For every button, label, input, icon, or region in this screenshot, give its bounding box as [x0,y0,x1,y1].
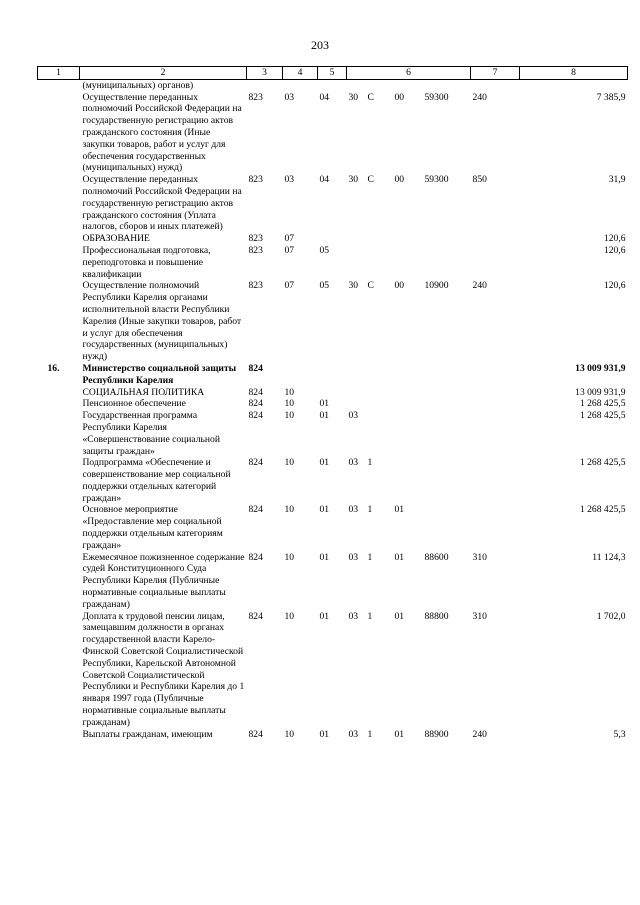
section-code: 03 [284,174,295,186]
target-article-part: 10900 [424,280,449,292]
header-cell: 2 [80,67,247,80]
subsection-code: 01 [319,610,330,622]
ministry-code: 824 [248,457,263,469]
subsection-code [318,387,347,399]
row-number [38,457,80,504]
amount: 13 009 931,9 [575,386,626,398]
subsection-code [318,363,347,387]
target-article-part [386,245,393,280]
target-article-part: 1 [367,728,373,740]
ministry-code: 823 [248,280,263,292]
target-article-part: 1 [367,551,373,563]
row-number [38,552,80,611]
table-row [38,729,628,741]
ministry-code: 824 [248,410,263,422]
ministry-code: 824 [248,610,263,622]
header-cell: 5 [318,67,347,80]
subsection-code [318,79,347,91]
expense-type-code: 240 [472,728,487,740]
row-number [38,729,80,741]
target-article-part [386,79,393,91]
amount: 5,3 [613,728,626,740]
row-name: Профессиональная подготовка, переподготовка и повышение квалификации [82,244,211,280]
table-row [38,280,628,363]
target-article-part [423,410,471,457]
amount: 1 268 425,5 [579,410,626,422]
subsection-code: 01 [319,551,330,563]
ministry-code [247,79,283,91]
target-article-part: 30 [348,174,359,186]
target-article-part: 1 [367,504,373,516]
row-name: Осуществление переданных полномочий Российской Федерации на государственную регистрацию актов гражданского состояния (Иные закупки товаров, работ и услуг для обеспечения государственных (муниципальных) нужд) [82,91,242,174]
row-number [38,92,80,175]
target-article-part: 01 [394,551,405,563]
row-name: Выплаты гражданам, имеющим [82,728,213,740]
target-article-part: 03 [348,410,359,422]
ministry-code: 824 [248,504,263,516]
amount: 1 268 425,5 [579,398,626,410]
row-name: Осуществление переданных полномочий Российской Федерации на государственную регистрацию актов гражданского состояния (Уплата налогов, сборов и иных платежей) [82,174,242,233]
row-name: СОЦИАЛЬНАЯ ПОЛИТИКА [82,386,205,398]
header-cell: 6 [347,67,471,80]
table-row [38,79,628,91]
expense-type-code [471,387,520,399]
ministry-code: 824 [248,386,263,398]
row-name: Осуществление полномочий Республики Карелия органами исполнительной власти Республики Карелия (Иные закупки товаров, работ и услуг для обеспечения государственных (муниципальных) нужд) [82,280,242,363]
header-cell: 1 [38,67,80,80]
ministry-code: 824 [248,551,263,563]
target-article-part [386,233,393,245]
expense-type-code: 850 [472,174,487,186]
subsection-code: 01 [319,410,330,422]
amount: 11 124,3 [592,551,626,563]
ministry-code: 824 [248,362,263,374]
target-article-part [423,457,471,504]
target-article-part [347,233,366,245]
target-article-part [386,280,393,363]
expense-type-code: 310 [472,610,487,622]
target-article-part [386,410,393,457]
target-article-part [423,245,471,280]
target-article-part: 1 [367,457,373,469]
target-article-part: 00 [394,91,405,103]
row-number: 16. [47,362,60,374]
amount: 1 268 425,5 [579,504,626,516]
target-article-part: 30 [348,280,359,292]
table-row [38,611,628,729]
row-number [38,280,80,363]
target-article-part [393,387,423,399]
table-row [38,457,628,504]
target-article-part: 88900 [424,728,449,740]
target-article-part: 03 [348,728,359,740]
section-code: 10 [284,728,295,740]
target-article-part [386,387,393,399]
target-article-part [386,504,393,551]
target-article-part [386,611,393,729]
ministry-code: 823 [248,233,263,245]
target-article-part [423,79,471,91]
section-code: 07 [284,233,295,245]
expense-type-code: 240 [472,280,487,292]
row-name: Подпрограмма «Обеспечение и совершенствование мер социальной поддержки отдельных категорий граждан» [82,457,231,504]
expense-type-code [471,79,520,91]
section-code: 03 [284,91,295,103]
target-article-part [423,387,471,399]
table-row [38,410,628,457]
target-article-part: 00 [394,280,405,292]
table-row [38,504,628,551]
target-article-part [386,729,393,741]
amount: 120,6 [603,244,626,256]
target-article-part [347,363,366,387]
expense-type-code: 240 [472,91,487,103]
target-article-part [366,245,386,280]
amount: 120,6 [603,280,626,292]
row-number [38,79,80,91]
ministry-code: 823 [248,244,263,256]
target-article-part: С [367,174,374,186]
section-code: 10 [284,386,295,398]
amount: 1 268 425,5 [579,457,626,469]
expense-type-code [471,233,520,245]
target-article-part: 00 [394,174,405,186]
target-article-part: 01 [394,728,405,740]
target-article-part [423,398,471,410]
subsection-code: 04 [319,174,330,186]
row-number [38,245,80,280]
section-code [283,363,318,387]
budget-table [37,66,628,740]
subsection-code [318,233,347,245]
target-article-part [366,387,386,399]
subsection-code: 01 [319,457,330,469]
expense-type-code [471,410,520,457]
target-article-part [366,79,386,91]
target-article-part: 30 [348,91,359,103]
row-name: Доплата к трудовой пенсии лицам, замещавшим должности в органах государственной власти Карело-Финской Советской Социалистической Республики, Карельской Автономной Советской Социалистической Республики и Республики Карелия до 1 января 1997 года (Публичные нормативные социальные выплаты гражданам) [82,610,245,728]
target-article-part: 03 [348,551,359,563]
target-article-part [366,233,386,245]
target-article-part [393,363,423,387]
target-article-part: 59300 [424,174,449,186]
amount: 1 702,0 [596,610,626,622]
target-article-part [347,245,366,280]
subsection-code: 01 [319,728,330,740]
header-cell: 7 [471,67,520,80]
section-code: 10 [284,504,295,516]
target-article-part [423,363,471,387]
target-article-part [386,174,393,233]
expense-type-code [471,398,520,410]
subsection-code: 01 [319,504,330,516]
table-row [38,174,628,233]
target-article-part: 01 [394,610,405,622]
row-number [38,174,80,233]
target-article-part [347,387,366,399]
target-article-part: 03 [348,457,359,469]
table-row [38,398,628,410]
table-row [38,245,628,280]
row-name: Основное мероприятие «Предоставление мер социальной поддержки отдельным категориям граждан» [82,504,223,551]
target-article-part: 01 [394,504,405,516]
target-article-part [393,457,423,504]
row-name: Государственная программа Республики Карелия «Совершенствование социальной защиты граждан» [82,410,220,457]
target-article-part [393,245,423,280]
row-name: ОБРАЗОВАНИЕ [82,233,150,245]
header-cell: 4 [283,67,318,80]
row-number [38,504,80,551]
section-code: 07 [284,280,295,292]
row-name: Министерство социальной защиты Республики Карелия [82,362,237,386]
target-article-part [347,398,366,410]
amount [520,79,628,91]
section-code [283,79,318,91]
expense-type-code [471,457,520,504]
subsection-code: 01 [319,398,330,410]
target-article-part [347,79,366,91]
section-code: 10 [284,610,295,622]
section-code: 10 [284,551,295,563]
table-row [38,552,628,611]
amount: 7 385,9 [596,91,626,103]
target-article-part: 88800 [424,610,449,622]
subsection-code: 05 [319,244,330,256]
amount: 31,9 [608,174,626,186]
target-article-part [386,363,393,387]
section-code: 10 [284,410,295,422]
section-code: 10 [284,457,295,469]
target-article-part: С [367,91,374,103]
row-name: Пенсионное обеспечение [82,398,186,410]
header-row [38,67,628,80]
row-name: (муниципальных) органов) [82,79,194,91]
target-article-part [386,92,393,175]
table-row [38,92,628,175]
target-article-part [393,410,423,457]
expense-type-code [471,504,520,551]
target-article-part: 88600 [424,551,449,563]
target-article-part: 59300 [424,91,449,103]
target-article-part [386,398,393,410]
subsection-code: 04 [319,91,330,103]
target-article-part [393,79,423,91]
target-article-part [423,233,471,245]
target-article-part [423,504,471,551]
header-cell: 3 [247,67,283,80]
target-article-part [393,233,423,245]
target-article-part: 03 [348,504,359,516]
ministry-code: 823 [248,174,263,186]
target-article-part [386,552,393,611]
row-number [38,611,80,729]
ministry-code: 823 [248,91,263,103]
table-row [38,233,628,245]
row-number [38,398,80,410]
page-number: 203 [311,38,329,52]
target-article-part [386,457,393,504]
subsection-code: 05 [319,280,330,292]
expense-type-code [471,363,520,387]
ministry-code: 824 [248,398,263,410]
header-cell: 8 [520,67,628,80]
amount: 13 009 931,9 [575,362,626,374]
target-article-part: 1 [367,610,373,622]
target-article-part: С [367,280,374,292]
target-article-part [366,398,386,410]
target-article-part [366,363,386,387]
expense-type-code: 310 [472,551,487,563]
target-article-part [366,410,386,457]
row-number [38,233,80,245]
amount: 120,6 [603,233,626,245]
row-number [38,410,80,457]
section-code: 10 [284,398,295,410]
target-article-part: 03 [348,610,359,622]
table-row [38,363,628,387]
section-code: 07 [284,244,295,256]
ministry-code: 824 [248,728,263,740]
table-row [38,387,628,399]
row-name: Ежемесячное пожизненное содержание судей Конституционного Суда Республики Карелия (Публичные нормативные социальные выплаты гражданам) [82,551,245,610]
row-number [38,387,80,399]
expense-type-code [471,245,520,280]
target-article-part [393,398,423,410]
